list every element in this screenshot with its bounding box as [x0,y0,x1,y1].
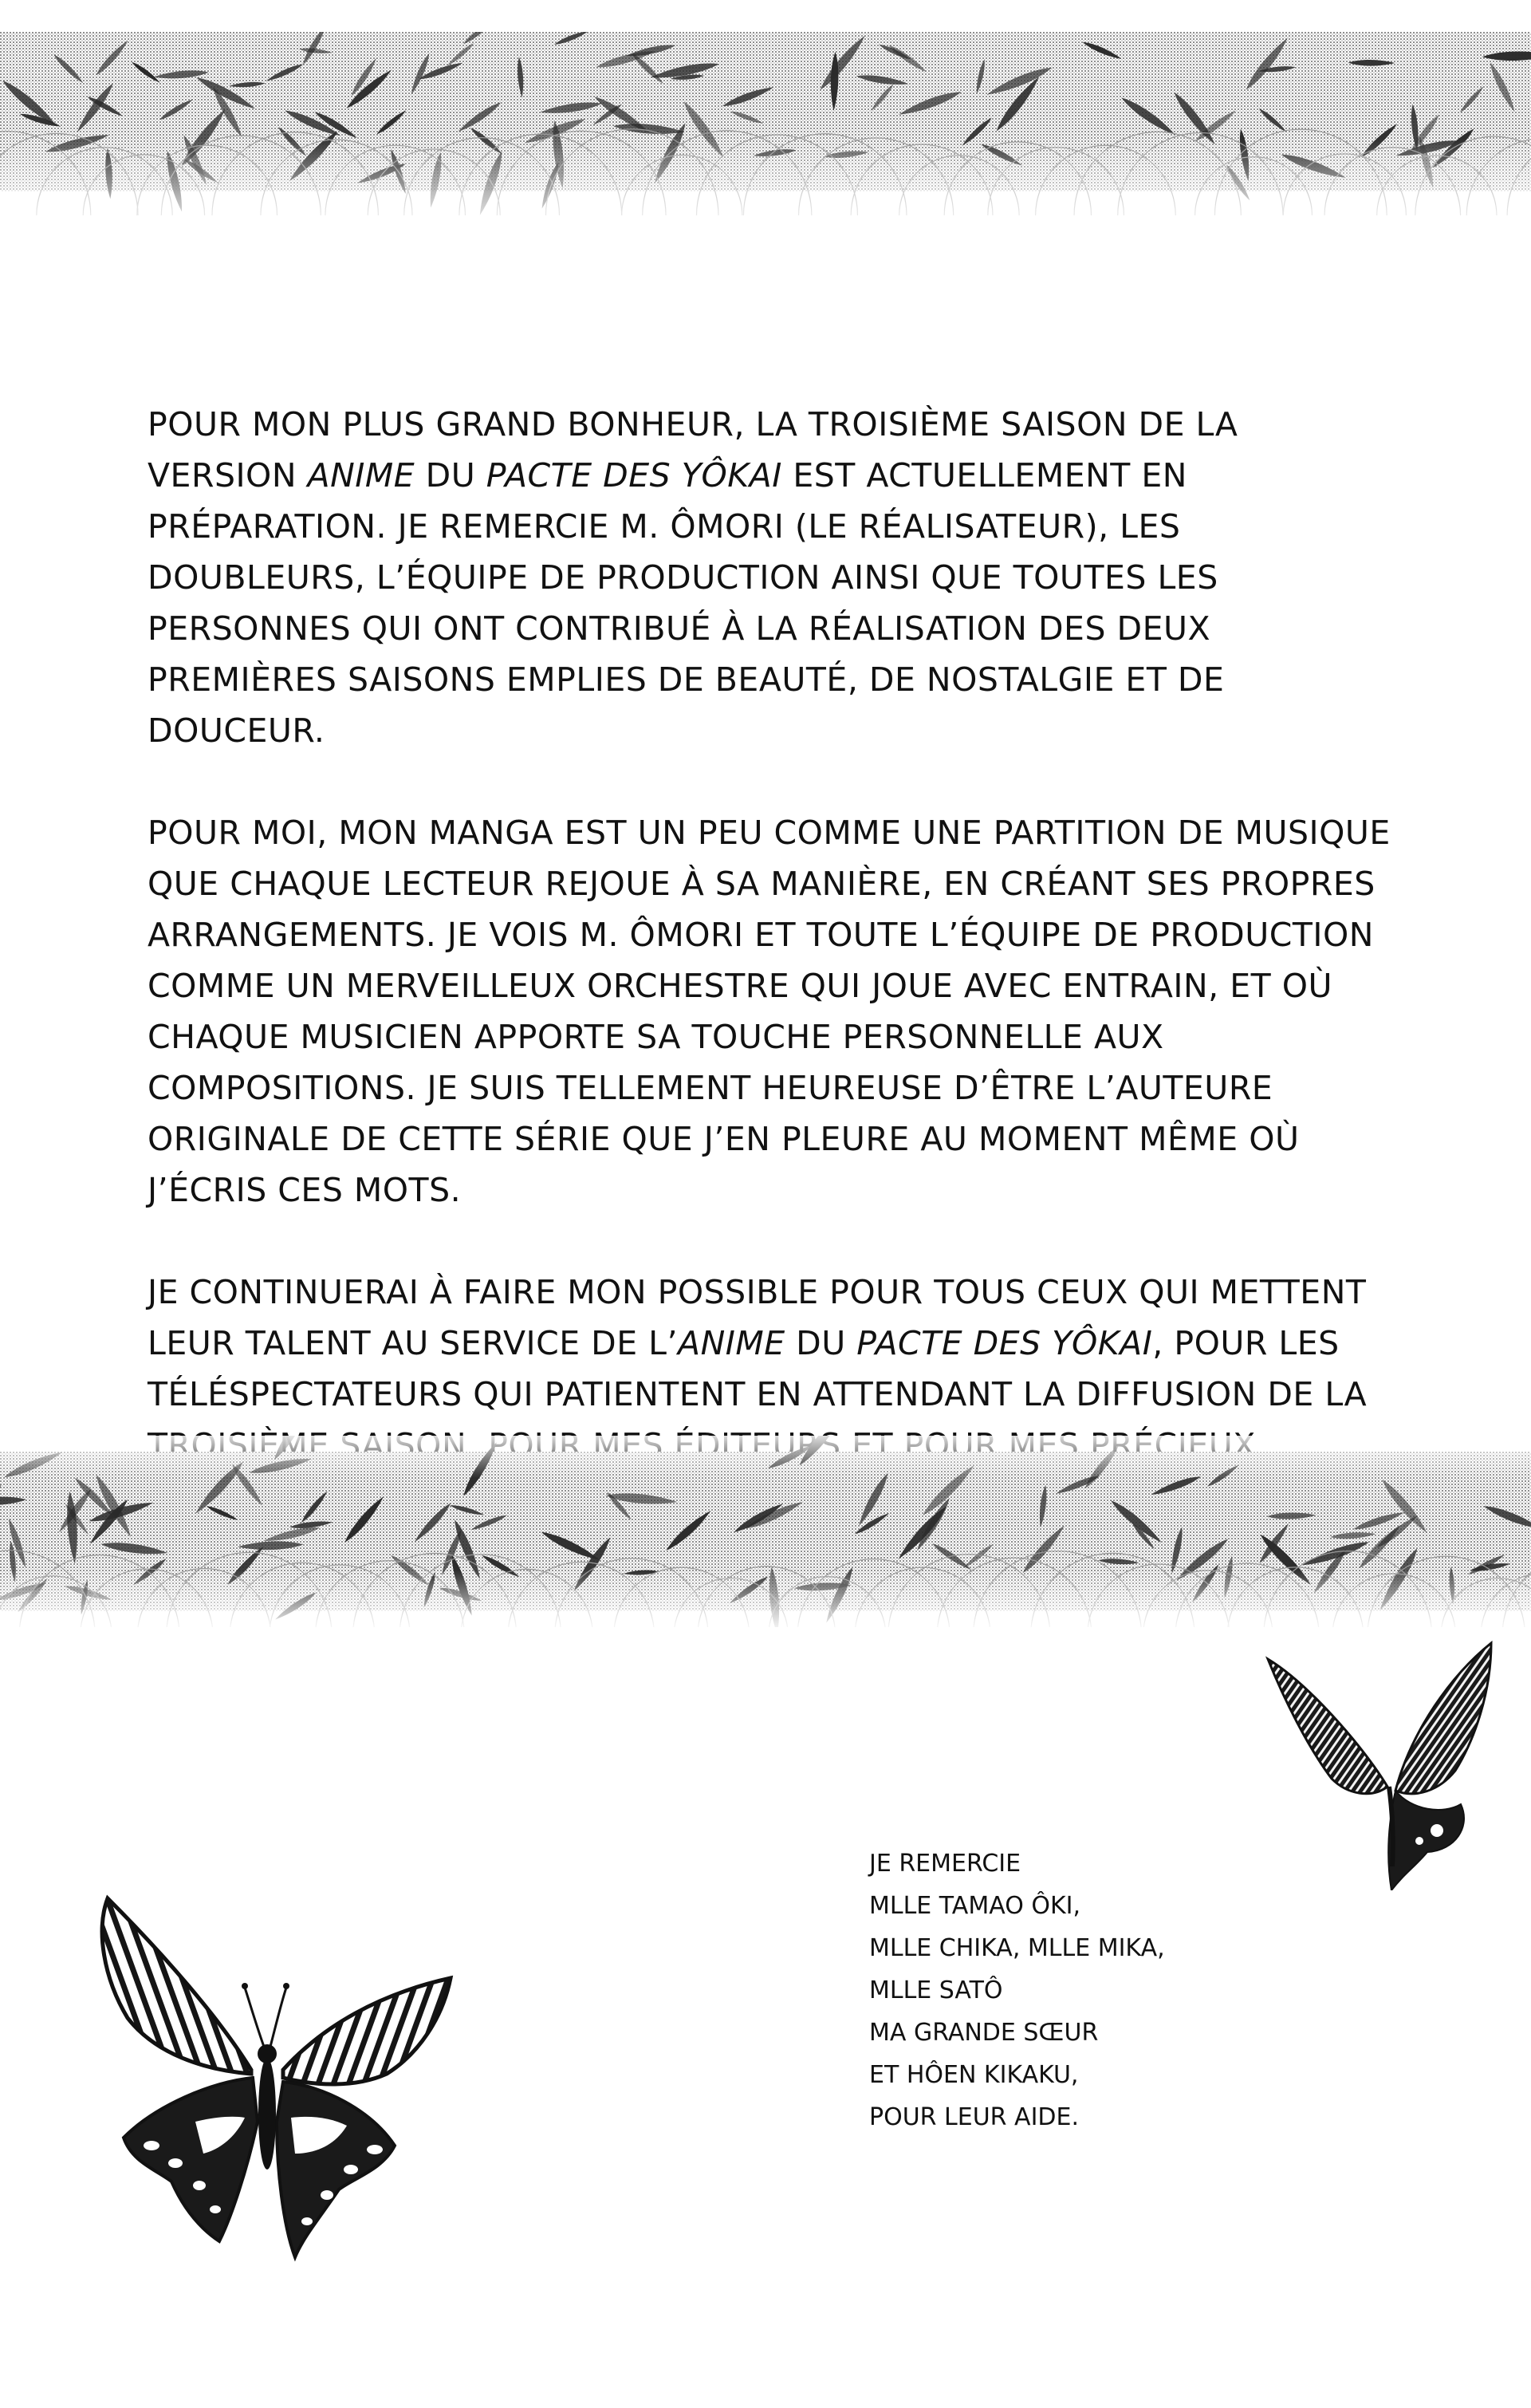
acknowledgements [869,1842,1204,2138]
bamboo-leaf-band-icon [0,32,1531,227]
thanks-line: ET HÔEN KIKAKU, [869,2061,1079,2089]
paragraph-1: POUR MON PLUS GRAND BONHEUR, LA TROISIÈME SAISON DE LA VERSION ANIME DU PACTE DES YÔKAI EST ACTUELLEMENT EN PRÉPARATION. JE REMERCIE M. ÔMORI (LE RÉALISATEUR), LES DOUBLEURS, L’ÉQUIPE DE PRODUCTION AINSI QUE TOUTES LES PERSONNES QUI ONT CONTRIBUÉ À LA RÉALISATION DES DEUX PREMIÈRES SAISONS EMPLIES DE BEAUTÉ, DE NOSTALGIE ET DE DOUCEUR. [148,405,1238,750]
bamboo-leaf-band-icon [0,1436,1531,1627]
afterword-body [148,399,1391,1573]
swallowtail-butterfly-icon [1252,1627,1507,1890]
butterfly-right [1252,1627,1507,1890]
bamboo-band-top [0,32,1531,227]
paragraph-3: JE CONTINUERAI À FAIRE MON POSSIBLE POUR TOUS CEUX QUI METTENT LEUR TALENT AU SERVICE DE L’ANIME DU PACTE DES YÔKAI, POUR LES TÉLÉSPECTATEURS QUI PATIENTENT EN ATTENDANT LA DIFFUSION DE LA [148,1273,1368,1413]
thanks-line: JE REMERCIE [869,1850,1021,1878]
thanks-line: MA GRANDE SŒUR [869,2019,1099,2047]
thanks-line: POUR LEUR AIDE. [869,2103,1080,2131]
thanks-line: MLLE SATÔ [869,1976,1003,2004]
thanks-line: MLLE CHIKA, MLLE MIKA, [869,1934,1165,1962]
bamboo-band-middle [0,1436,1531,1627]
swallowtail-butterfly-icon [68,1882,482,2265]
thanks-line: MLLE TAMAO ÔKI, [869,1892,1081,1920]
paragraph-2: POUR MOI, MON MANGA EST UN PEU COMME UNE PARTITION DE MUSIQUE QUE CHAQUE LECTEUR REJOUE À SA MANIÈRE, EN CRÉANT SES PROPRES ARRANGEMENTS. JE VOIS M. ÔMORI ET TOUTE L’ÉQUIPE DE PRODUCTION COMME UN MERVEILLEUX ORCHESTRE QUI JOUE AVEC ENTRAIN, ET OÙ CHAQUE MUSICIEN APPORTE SA TOUCHE PERSONNELLE AUX COMPOSITIONS. JE SUIS TELLEMENT HEUREUSE D’ÊTRE L’AUTEURE ORIGINALE DE CETTE SÉRIE QUE J’EN PLEURE AU MOMENT MÊME OÙ J’ÉCRIS CES MOTS. [148,814,1391,1209]
butterfly-left [68,1882,482,2265]
